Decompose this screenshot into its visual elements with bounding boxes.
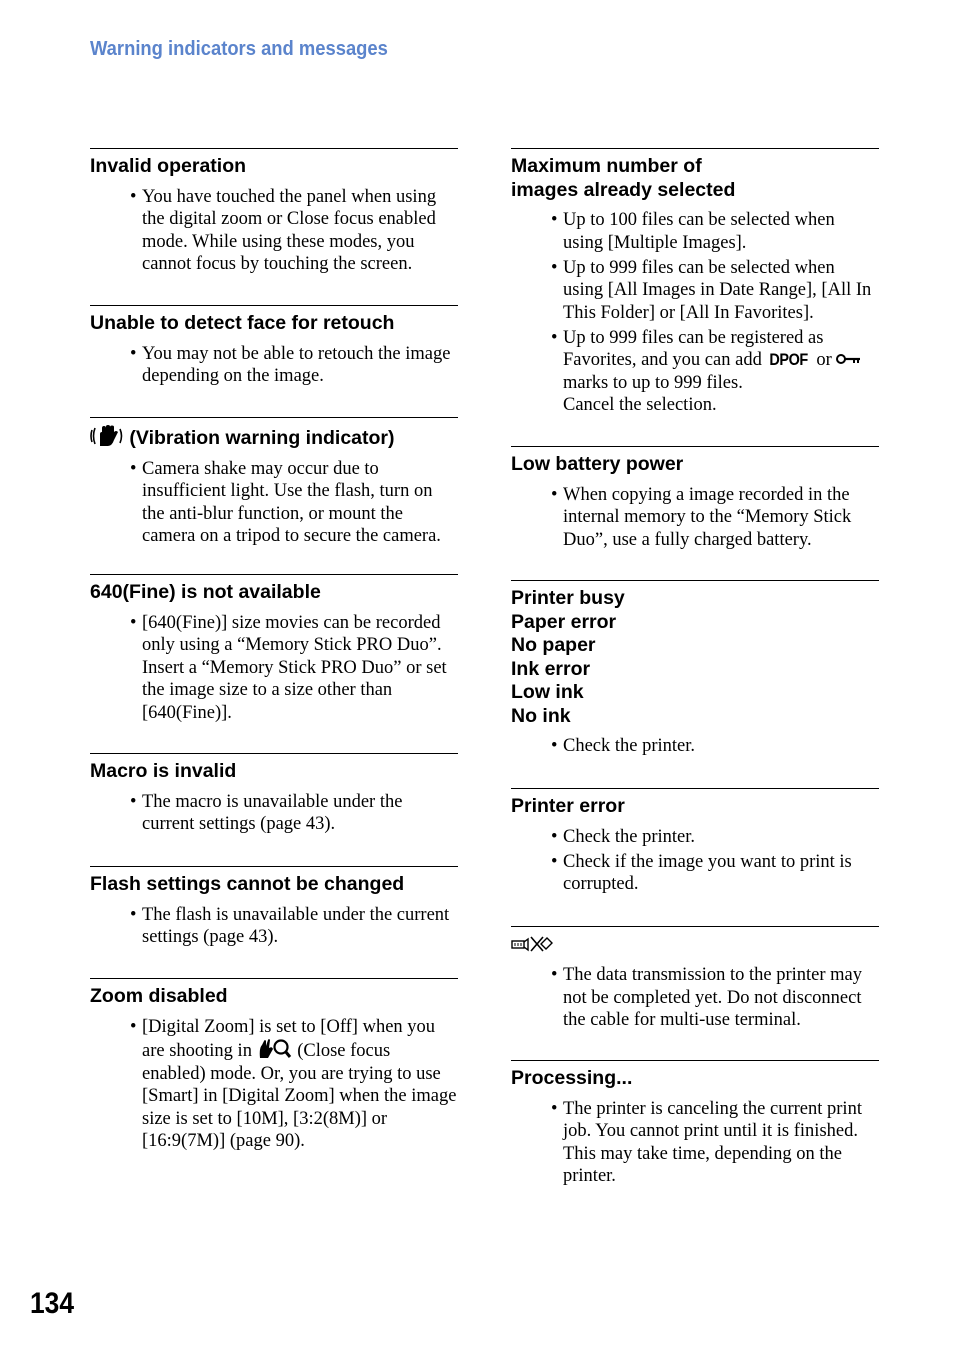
list-item: • [Digital Zoom] is set to [Off] when you are shooting in (Close focus enabled) mode. Or, you are trying to use [Smart] in [Digital Zoom] when the image size is set to [10M], [3:2(8M)] or [16:9(7M)] (page 90). [130, 1016, 457, 1151]
entry-printer-error [511, 788, 879, 898]
dpof-mark: DPOF [769, 350, 809, 369]
entry-processing [511, 1060, 879, 1190]
bullet-text: Check the printer. [563, 736, 696, 756]
entry-title-line: Paper error [511, 610, 617, 633]
list-item: • [640(Fine)] size movies can be recorded only using a “Memory Stick PRO Duo”. Insert a “Memory Stick PRO Duo” or set the image size to a size other than [640(Fine)]. [130, 612, 447, 723]
vibration-warning-icon [90, 424, 124, 448]
bullet-text: Cancel the selection. [563, 395, 717, 415]
entry-title-line: Low ink [511, 681, 584, 703]
entry-title-line: Printer busy [511, 587, 625, 609]
page-number: 134 [30, 1287, 75, 1320]
entry-title-line: images already selected [511, 178, 736, 201]
entry-zoom-disabled [90, 978, 458, 1155]
bullet-text: The printer is canceling the current print job. You cannot print until it is finished. This may take time, depending on the printer. [563, 1098, 862, 1186]
entry-title: Unable to detect face for retouch [90, 312, 395, 334]
entry-title [511, 155, 879, 202]
entry-title: Invalid operation [90, 155, 247, 177]
section-header: Warning indicators and messages [90, 38, 388, 60]
bullet-text: The macro is unavailable under the current settings (page 43). [142, 791, 403, 834]
bullet-text: marks to up to 999 files. [563, 372, 743, 393]
bullet-text: Up to 999 files can be registered as Favorites, and you can add [563, 327, 824, 370]
list-item: • You may not be able to retouch the image depending on the image. [130, 343, 451, 386]
list-item: • Check the printer. [551, 736, 696, 756]
bullet-text: [640(Fine)] size movies can be recorded only using a “Memory Stick PRO Duo”. Insert a “Memory Stick PRO Duo” or set the image size to a size other than [640(Fine)]. [142, 612, 447, 723]
list-item: • Check if the image you want to print is corrupted. [551, 851, 852, 894]
entry-title-text: (Vibration warning indicator) [129, 427, 395, 449]
protect-key-icon [836, 352, 862, 366]
entry-title: Zoom disabled [90, 985, 228, 1007]
bullet-text: [Digital Zoom] is set to [Off] when you are shooting in [142, 1016, 436, 1061]
entry-macro-invalid [90, 753, 458, 838]
entry-title [511, 933, 879, 957]
bullet-text: The flash is unavailable under the current settings (page 43). [142, 904, 450, 947]
bullet-text: Camera shake may occur due to insufficient light. Use the flash, turn on the anti-blur function, or mount the camera on a tripod to secure the camera. [142, 458, 441, 546]
entry-title [511, 587, 879, 728]
entry-title-line: Ink error [511, 657, 591, 680]
entry-title-line: Maximum number of [511, 155, 702, 177]
entry-printer-status [511, 580, 879, 760]
entry-640-fine [90, 574, 458, 727]
list-item: • When copying a image recorded in the internal memory to the “Memory Stick Duo”, use a fully charged battery. [551, 484, 852, 550]
entry-low-battery [511, 446, 879, 554]
list-item: • You have touched the panel when using the digital zoom or Close focus enabled mode. While using these modes, you cannot focus by touching the screen. [130, 186, 437, 274]
list-item: • The data transmission to the printer may not be completed yet. Do not disconnect the cable for multi-use terminal. [551, 965, 863, 1030]
entry-title: Printer error [511, 795, 625, 817]
bullet-text: (Close focus enabled) mode. Or, you are trying to use [Smart] in [Digital Zoom] when the image size is set to [10M], [3:2(8M)] or [16:9(7M)] (page 90). [142, 1041, 457, 1151]
entry-title-line: No paper [511, 634, 596, 656]
bullet-text: Check if the image you want to print is corrupted. [563, 851, 852, 894]
list-item: • Up to 100 files can be selected when using [Multiple Images]. [551, 210, 835, 253]
entry-maximum-number [511, 148, 879, 419]
entry-data-transmission [511, 926, 879, 1034]
list-item: • The printer is canceling the current print job. You cannot print until it is finished. This may take time, depending on the printer. [551, 1098, 862, 1186]
bullet-text: Check the printer. [563, 826, 696, 847]
bullet-text: When copying a image recorded in the internal memory to the “Memory Stick Duo”, use a fully charged battery. [563, 484, 852, 550]
disconnect-cable-icon [511, 933, 553, 955]
bullet-text: The data transmission to the printer may not be completed yet. Do not disconnect the cable for multi-use terminal. [563, 965, 863, 1030]
entry-title: Processing... [511, 1067, 633, 1089]
list-item: • The macro is unavailable under the current settings (page 43). [130, 791, 403, 834]
entry-title [90, 424, 458, 451]
bullet-text: You have touched the panel when using the digital zoom or Close focus enabled mode. While using these modes, you cannot focus by touching the screen. [142, 186, 437, 274]
entry-vibration-warning [90, 417, 458, 550]
close-focus-icon [257, 1038, 293, 1060]
bullet-text: Up to 100 files can be selected when using [Multiple Images]. [563, 210, 835, 253]
list-item: • Up to 999 files can be selected when using [All Images in Date Range], [All In This Folder] or [All In Favorites]. [551, 257, 872, 323]
entry-flash-settings [90, 866, 458, 951]
list-item: • Check the printer. [551, 826, 696, 847]
bullet-text: Up to 999 files can be selected when using [All Images in Date Range], [All In This Folder] or [All In Favorites]. [563, 257, 872, 323]
bullet-text: You may not be able to retouch the image depending on the image. [142, 343, 451, 386]
entry-title: 640(Fine) is not available [90, 581, 321, 603]
list-item: • Up to 999 files can be registered as Favorites, and you can add DPOF or marks to up to 999 files. Cancel the selection. [511, 327, 879, 417]
list-item: • Camera shake may occur due to insufficient light. Use the flash, turn on the anti-blur function, or mount the camera on a tripod to secure the camera. [130, 458, 441, 546]
list-item: • The flash is unavailable under the current settings (page 43). [130, 904, 450, 947]
entry-invalid-operation [90, 148, 458, 278]
bullet-text: or [811, 350, 837, 370]
entry-title: Macro is invalid [90, 760, 237, 782]
entry-title: Flash settings cannot be changed [90, 873, 405, 895]
entry-face-retouch [90, 305, 458, 390]
entry-title: Low battery power [511, 453, 684, 475]
entry-title-line: No ink [511, 704, 571, 727]
